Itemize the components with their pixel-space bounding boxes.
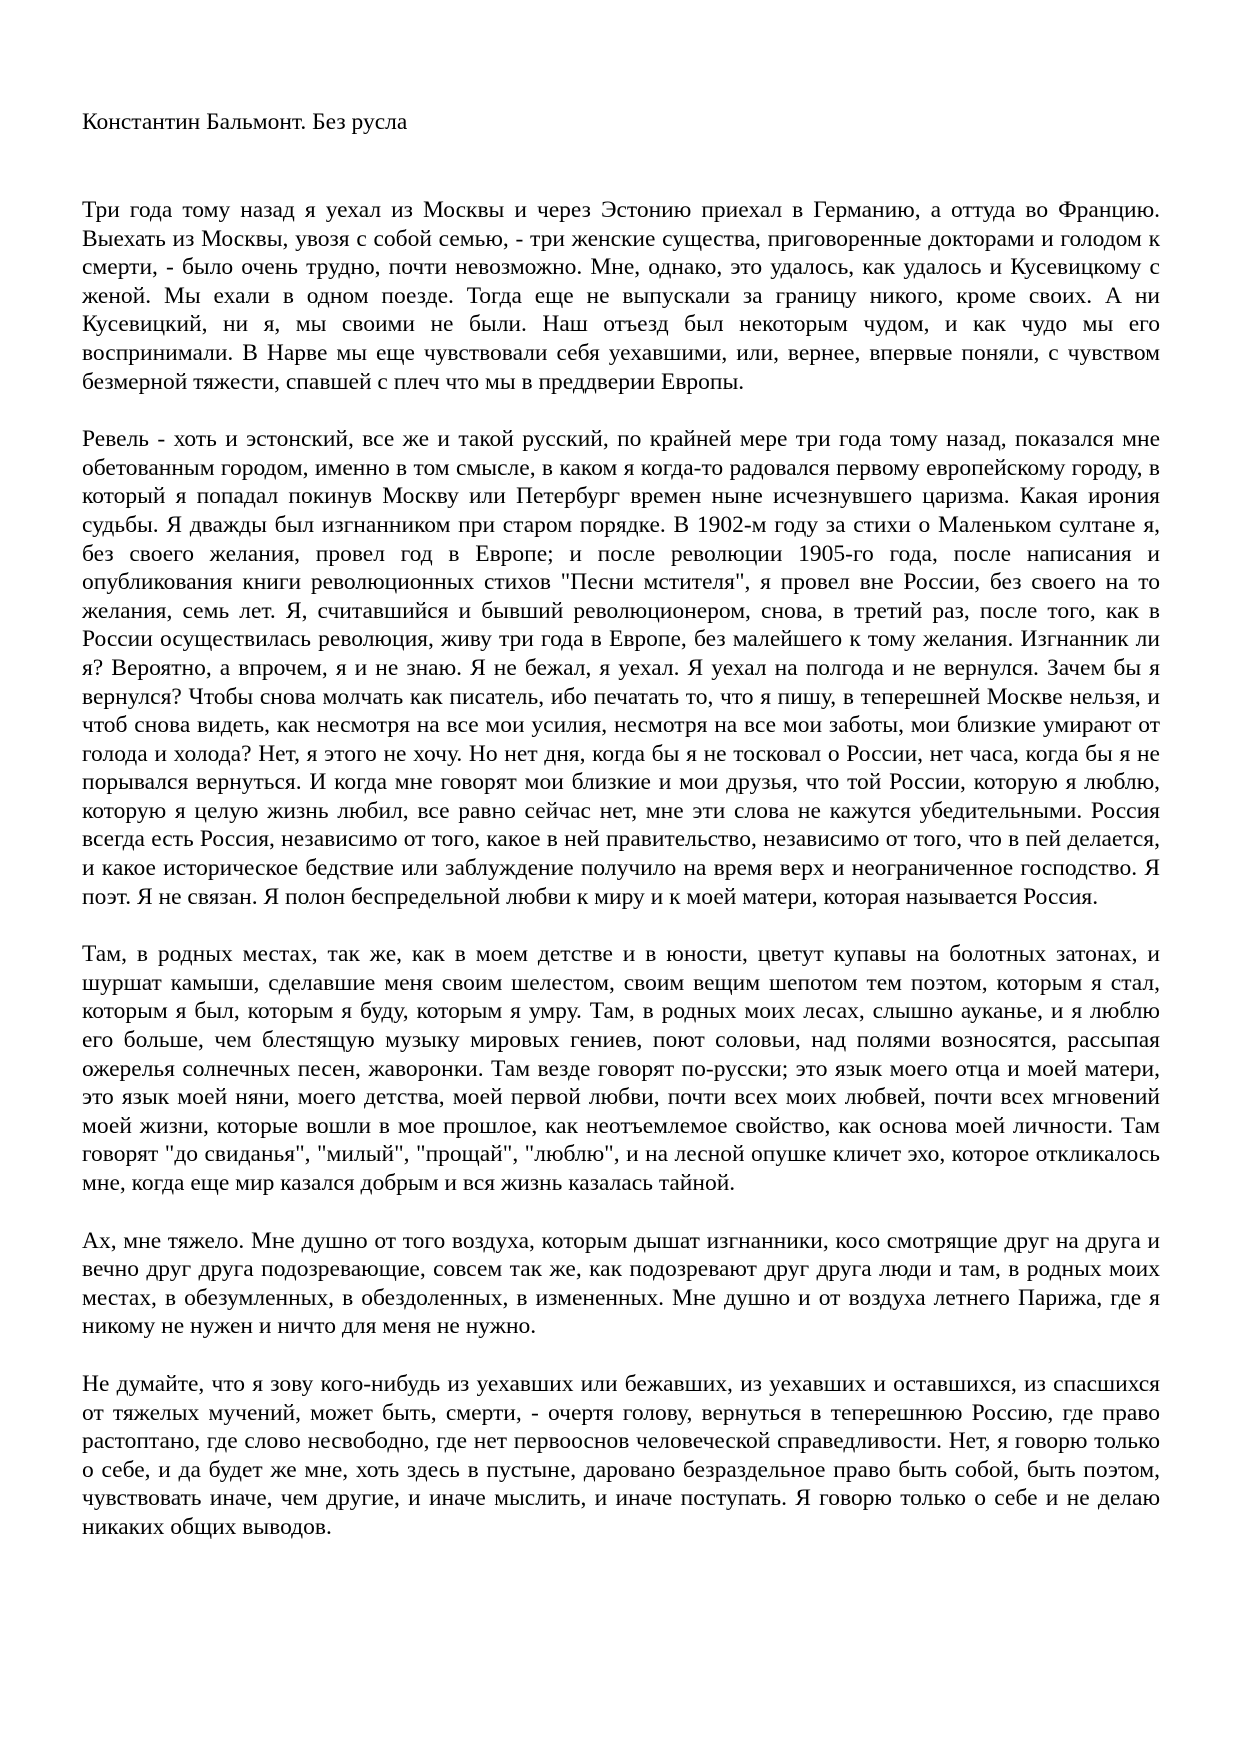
paragraph-3: Там, в родных местах, так же, как в моем детстве и в юности, цветут купавы на болотных затонах, и шуршат камыши, сделавшие меня своим шелестом, своим вещим шепотом тем поэтом, которым я стал, которым я был, которым я буду, которым я умру. Там, в родных моих лесах, слышно ауканье, и я люблю его больше, чем блестящую музыку мировых гениев, поют соловьи, над полями возносятся, рассыпая ожерелья солнечных песен, жаворонки. Там везде говорят по-русски; это язык моего отца и моей матери, это язык моей няни, моего детства, моей первой любви, почти всех моих любвей, почти всех мгновений моей жизни, которые вошли в мое прошлое, как неотъемлемое свойство, как основа моей личности. Там говорят "до свиданья", "милый", "прощай", "люблю", и на лесной опушке кличет эхо, которое откликалось мне, когда еще мир казался добрым и вся жизнь казалась тайной. [82, 941, 1160, 1196]
paragraph-5: Не думайте, что я зову кого-нибудь из уехавших или бежавших, из уехавших и оставшихся, из спасшихся от тяжелых мучений, может быть, смерти, - очертя голову, вернуться в теперешнюю Россию, где право растоптано, где слово несвободно, где нет первооснов человеческой справедливости. Нет, я говорю только о себе, и да будет же мне, хоть здесь в пустыне, даровано безраздельное право быть собой, быть поэтом, чувствовать иначе, чем другие, и иначе мыслить, и иначе поступать. Я говорю только о себе и не делаю никаких общих выводов. [82, 1370, 1160, 1540]
document-body [82, 196, 1160, 1571]
paragraph-2: Ревель - хоть и эстонский, все же и такой русский, по крайней мере три года тому назад, показался мне обетованным городом, именно в том смысле, в каком я когда-то радовался первому европейскому городу, в который я попадал покинув Москву или Петербург времен ныне исчезнувшего царизма. Какая ирония судьбы. Я дважды был изгнанником при старом порядке. В 1902-м году за стихи о Маленьком султане я, без своего желания, провел год в Европе; и после революции 1905-го года, после написания и опубликования книги революционных стихов "Песни мстителя", я провел вне России, без своего на то желания, семь лет. Я, считавшийся и бывший революционером, снова, в третий раз, после того, как в России осуществилась революция, живу три года в Европе, без малейшего к тому желания. Изгнанник ли я? Вероятно, а впрочем, я и не знаю. Я не бежал, я уехал. Я уехал на полгода и не вернулся. Зачем бы я вернулся? Чтобы снова молчать как писатель, ибо печатать то, что я пишу, в теперешней Москве нельзя, и чтоб снова видеть, как несмотря на все мои усилия, несмотря на все мои заботы, мои близкие умирают от голода и холода? Нет, я этого не хочу. Но нет дня, когда бы я не тосковал о России, нет часа, когда бы я не порывался вернуться. И когда мне говорят мои близкие и мои друзья, что той России, которую я люблю, которую я целую жизнь любил, все равно сейчас нет, мне эти слова не кажутся убедительными. Россия всегда есть Россия, независимо от того, какое в ней правительство, независимо от того, что в пей делается, и какое историческое бедствие или заблуждение получило на время верх и неограниченное господство. Я поэт. Я не связан. Я полон беспредельной любви к миру и к моей матери, которая называется Россия. [82, 426, 1160, 910]
paragraph-1: Три года тому назад я уехал из Москвы и через Эстонию приехал в Германию, а оттуда во Францию. Выехать из Москвы, увозя с собой семью, - три женские существа, приговоренные докторами и голодом к смерти, - было очень трудно, почти невозможно. Мне, однако, это удалось, как удалось и Кусевицкому с женой. Мы ехали в одном поезде. Тогда еще не выпускали за границу никого, кроме своих. А ни Кусевицкий, ни я, мы своими не были. Наш отъезд был некоторым чудом, и как чудо мы его воспринимали. В Нарве мы еще чувствовали себя уехавшими, или, вернее, впервые поняли, с чувством безмерной тяжести, спавшей с плеч что мы в преддверии Европы. [82, 197, 1160, 395]
document-title: Константин Бальмонт. Без русла [82, 109, 408, 135]
paragraph-4: Ах, мне тяжело. Мне душно от того воздуха, которым дышат изгнанники, косо смотрящие друг на друга и вечно друг друга подозревающие, совсем так же, как подозревают друг друга люди и там, в родных моих местах, в обезумленных, в обездоленных, в измененных. Мне душно и от воздуха летнего Парижа, где я никому не нужен и ничто для меня не нужно. [82, 1227, 1160, 1340]
